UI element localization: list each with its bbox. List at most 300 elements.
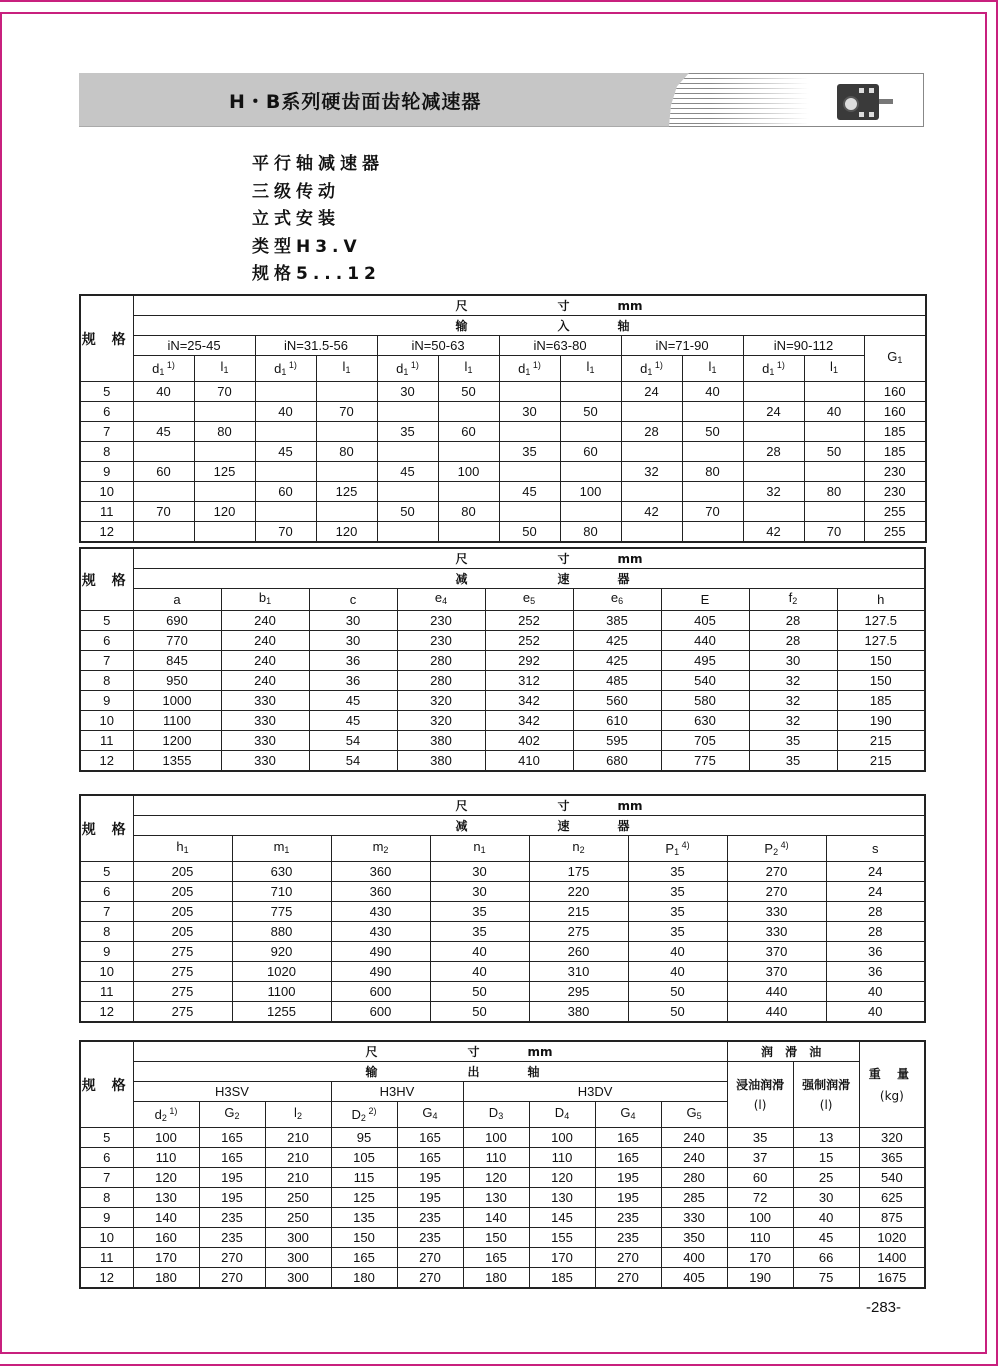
value-cell: 425 xyxy=(573,631,661,651)
size-cell: 10 xyxy=(80,482,133,502)
value-cell: 35 xyxy=(499,442,560,462)
column-header-g2: $G_2$ xyxy=(199,1102,265,1128)
value-cell: 24 xyxy=(743,402,804,422)
group-h3hv: H3HV xyxy=(331,1082,463,1102)
value-cell: 32 xyxy=(743,482,804,502)
value-cell: 32 xyxy=(749,691,837,711)
value-cell: 40 xyxy=(826,982,925,1002)
value-cell xyxy=(804,502,864,522)
value-cell: 775 xyxy=(232,902,331,922)
value-cell xyxy=(316,422,377,442)
table-row xyxy=(80,402,926,422)
value-cell xyxy=(316,382,377,402)
value-cell: 30 xyxy=(749,651,837,671)
value-cell: 35 xyxy=(628,862,727,882)
value-cell xyxy=(682,402,743,422)
value-cell xyxy=(438,402,499,422)
value-cell: 125 xyxy=(331,1188,397,1208)
table-row xyxy=(80,522,926,543)
column-header-m2: $m_2$ xyxy=(331,836,430,862)
weight-cell: 365 xyxy=(859,1148,925,1168)
table-row xyxy=(80,1188,925,1208)
spec-header: 规 格 xyxy=(80,295,133,382)
value-cell: 220 xyxy=(529,882,628,902)
value-cell: 240 xyxy=(661,1128,727,1148)
value-cell: 350 xyxy=(661,1228,727,1248)
value-cell: 32 xyxy=(749,711,837,731)
value-cell: 1100 xyxy=(232,982,331,1002)
value-cell: 28 xyxy=(826,922,925,942)
value-cell: 330 xyxy=(727,922,826,942)
value-cell: 35 xyxy=(749,751,837,772)
value-cell: 440 xyxy=(727,982,826,1002)
forced-lube-cell: 45 xyxy=(793,1228,859,1248)
value-cell xyxy=(743,382,804,402)
value-cell: 80 xyxy=(560,522,621,543)
value-cell: 250 xyxy=(265,1208,331,1228)
value-cell: 230 xyxy=(397,611,485,631)
column-header-l1: $l_1$ xyxy=(194,356,255,382)
value-cell: 610 xyxy=(573,711,661,731)
value-cell xyxy=(499,502,560,522)
value-cell: 150 xyxy=(463,1228,529,1248)
subtitle-line: 立式安装 xyxy=(252,209,340,229)
value-cell: 775 xyxy=(661,751,749,772)
value-cell: 595 xyxy=(573,731,661,751)
value-cell: 80 xyxy=(316,442,377,462)
table-row xyxy=(80,631,925,651)
table-row xyxy=(80,902,925,922)
value-cell xyxy=(377,522,438,543)
value-cell: 235 xyxy=(595,1208,661,1228)
table-row xyxy=(80,1128,925,1148)
value-cell: 400 xyxy=(661,1248,727,1268)
value-cell: 54 xyxy=(309,731,397,751)
dip-lube-cell: 170 xyxy=(727,1248,793,1268)
input-shaft-header: 输 入 轴 xyxy=(133,316,926,336)
size-cell: 12 xyxy=(80,1268,133,1289)
size-cell: 5 xyxy=(80,862,133,882)
value-cell: 1255 xyxy=(232,1002,331,1023)
value-cell: 45 xyxy=(255,442,316,462)
value-cell: 195 xyxy=(595,1188,661,1208)
size-cell: 9 xyxy=(80,942,133,962)
value-cell: 205 xyxy=(133,922,232,942)
table-row xyxy=(80,651,925,671)
value-cell: 125 xyxy=(194,462,255,482)
size-cell: 9 xyxy=(80,691,133,711)
value-cell: 30 xyxy=(430,882,529,902)
value-cell: 240 xyxy=(221,611,309,631)
value-cell: 36 xyxy=(826,962,925,982)
group-h3sv: H3SV xyxy=(133,1082,331,1102)
value-cell xyxy=(194,442,255,462)
size-cell: 5 xyxy=(80,382,133,402)
value-cell: 705 xyxy=(661,731,749,751)
value-cell xyxy=(621,522,682,543)
value-cell xyxy=(621,402,682,422)
value-cell xyxy=(499,382,560,402)
value-cell: 70 xyxy=(804,522,864,543)
value-cell: 60 xyxy=(560,442,621,462)
value-cell: 120 xyxy=(194,502,255,522)
value-cell xyxy=(255,382,316,402)
table-row xyxy=(80,1228,925,1248)
value-cell: 195 xyxy=(595,1168,661,1188)
value-cell xyxy=(194,482,255,502)
value-cell: 45 xyxy=(133,422,194,442)
size-cell: 5 xyxy=(80,611,133,631)
table-row xyxy=(80,882,925,902)
dimension-header: 尺 寸 mm xyxy=(133,548,925,569)
value-cell: 180 xyxy=(463,1268,529,1289)
value-cell xyxy=(560,502,621,522)
column-header-g5: $G_5$ xyxy=(661,1102,727,1128)
banner-image-panel xyxy=(669,73,924,127)
g1-cell: 230 xyxy=(864,482,926,502)
value-cell: 260 xyxy=(529,942,628,962)
value-cell: 105 xyxy=(331,1148,397,1168)
value-cell: 30 xyxy=(309,611,397,631)
size-cell: 6 xyxy=(80,402,133,422)
value-cell xyxy=(621,442,682,462)
size-cell: 8 xyxy=(80,922,133,942)
size-cell: 6 xyxy=(80,882,133,902)
value-cell: 300 xyxy=(265,1248,331,1268)
value-cell: 1355 xyxy=(133,751,221,772)
column-header-l1: $l_1$ xyxy=(560,356,621,382)
column-header-d4: $D_4$ xyxy=(529,1102,595,1128)
value-cell: 405 xyxy=(661,1268,727,1289)
value-cell xyxy=(682,482,743,502)
table-row xyxy=(80,922,925,942)
dip-lube-cell: 35 xyxy=(727,1128,793,1148)
value-cell: 270 xyxy=(595,1268,661,1289)
size-cell: 8 xyxy=(80,671,133,691)
value-cell: 28 xyxy=(749,631,837,651)
value-cell: 130 xyxy=(133,1188,199,1208)
value-cell: 252 xyxy=(485,631,573,651)
value-cell: 130 xyxy=(529,1188,595,1208)
value-cell: 240 xyxy=(661,1148,727,1168)
value-cell: 127.5 xyxy=(837,631,925,651)
value-cell: 28 xyxy=(826,902,925,922)
column-header-l1: $l_1$ xyxy=(438,356,499,382)
value-cell: 35 xyxy=(628,902,727,922)
value-cell: 205 xyxy=(133,882,232,902)
value-cell: 330 xyxy=(221,731,309,751)
size-cell: 10 xyxy=(80,962,133,982)
table-row xyxy=(80,1002,925,1023)
g1-cell: 160 xyxy=(864,402,926,422)
value-cell: 275 xyxy=(133,962,232,982)
weight-cell: 875 xyxy=(859,1208,925,1228)
value-cell: 440 xyxy=(661,631,749,651)
size-cell: 6 xyxy=(80,1148,133,1168)
table-row xyxy=(80,691,925,711)
value-cell: 425 xyxy=(573,651,661,671)
size-cell: 11 xyxy=(80,1248,133,1268)
value-cell: 380 xyxy=(397,751,485,772)
g1-cell: 255 xyxy=(864,502,926,522)
value-cell: 275 xyxy=(133,942,232,962)
table-row xyxy=(80,1248,925,1268)
value-cell xyxy=(499,462,560,482)
ratio-group-header: iN=63-80 xyxy=(499,336,621,356)
column-header-b1: $b_1$ xyxy=(221,589,309,611)
value-cell: 215 xyxy=(837,731,925,751)
value-cell: 600 xyxy=(331,982,430,1002)
value-cell xyxy=(804,462,864,482)
column-header-d1: $d_1$ $^{1)}$ xyxy=(377,356,438,382)
value-cell: 28 xyxy=(621,422,682,442)
value-cell: 50 xyxy=(804,442,864,462)
value-cell: 880 xyxy=(232,922,331,942)
size-cell: 7 xyxy=(80,422,133,442)
weight-cell: 1400 xyxy=(859,1248,925,1268)
value-cell: 40 xyxy=(804,402,864,422)
dip-lube-cell: 60 xyxy=(727,1168,793,1188)
column-header-e5: $e_5$ xyxy=(485,589,573,611)
table-row xyxy=(80,502,926,522)
value-cell: 120 xyxy=(529,1168,595,1188)
value-cell: 120 xyxy=(316,522,377,543)
value-cell: 270 xyxy=(727,862,826,882)
value-cell: 110 xyxy=(133,1148,199,1168)
value-cell: 690 xyxy=(133,611,221,631)
value-cell: 330 xyxy=(221,751,309,772)
value-cell: 310 xyxy=(529,962,628,982)
reducer-header: 减 速 器 xyxy=(133,816,925,836)
value-cell: 210 xyxy=(265,1128,331,1148)
column-header-s: s xyxy=(826,836,925,862)
value-cell: 40 xyxy=(133,382,194,402)
column-header-e4: $e_4$ xyxy=(397,589,485,611)
value-cell: 45 xyxy=(309,691,397,711)
value-cell: 275 xyxy=(529,922,628,942)
value-cell: 270 xyxy=(397,1268,463,1289)
value-cell: 120 xyxy=(463,1168,529,1188)
value-cell: 155 xyxy=(529,1228,595,1248)
value-cell: 100 xyxy=(463,1128,529,1148)
value-cell: 70 xyxy=(682,502,743,522)
value-cell: 300 xyxy=(265,1268,331,1289)
value-cell: 165 xyxy=(397,1128,463,1148)
subtitle-line: 规格5...12 xyxy=(252,264,381,284)
value-cell: 630 xyxy=(232,862,331,882)
value-cell: 40 xyxy=(826,1002,925,1023)
value-cell: 28 xyxy=(749,611,837,631)
weight-cell: 1020 xyxy=(859,1228,925,1248)
forced-lube-cell: 66 xyxy=(793,1248,859,1268)
value-cell: 35 xyxy=(628,922,727,942)
value-cell: 235 xyxy=(595,1228,661,1248)
value-cell: 380 xyxy=(529,1002,628,1023)
value-cell xyxy=(560,382,621,402)
value-cell: 45 xyxy=(377,462,438,482)
value-cell: 360 xyxy=(331,882,430,902)
value-cell: 54 xyxy=(309,751,397,772)
product-description xyxy=(252,151,384,289)
value-cell: 35 xyxy=(430,902,529,922)
value-cell: 30 xyxy=(499,402,560,422)
value-cell: 180 xyxy=(133,1268,199,1289)
value-cell: 195 xyxy=(397,1168,463,1188)
value-cell: 100 xyxy=(438,462,499,482)
table-row xyxy=(80,462,926,482)
value-cell: 35 xyxy=(749,731,837,751)
value-cell: 45 xyxy=(309,711,397,731)
table-row xyxy=(80,1148,925,1168)
value-cell: 60 xyxy=(438,422,499,442)
value-cell: 385 xyxy=(573,611,661,631)
column-header-n1: $n_1$ xyxy=(430,836,529,862)
dip-lube-header: 浸油润滑 (l) xyxy=(727,1062,793,1128)
value-cell: 150 xyxy=(331,1228,397,1248)
value-cell: 275 xyxy=(133,1002,232,1023)
value-cell: 280 xyxy=(661,1168,727,1188)
size-cell: 7 xyxy=(80,1168,133,1188)
value-cell xyxy=(743,502,804,522)
value-cell: 120 xyxy=(133,1168,199,1188)
header-banner xyxy=(79,73,924,126)
value-cell: 205 xyxy=(133,862,232,882)
column-header-d1: $d_1$ $^{1)}$ xyxy=(499,356,560,382)
size-cell: 9 xyxy=(80,1208,133,1228)
value-cell: 140 xyxy=(463,1208,529,1228)
value-cell: 40 xyxy=(628,962,727,982)
table-row xyxy=(80,1268,925,1289)
table-row xyxy=(80,442,926,462)
value-cell: 1020 xyxy=(232,962,331,982)
ratio-group-header: iN=71-90 xyxy=(621,336,743,356)
table-row xyxy=(80,942,925,962)
table-row xyxy=(80,1168,925,1188)
value-cell xyxy=(682,442,743,462)
value-cell: 360 xyxy=(331,862,430,882)
value-cell: 50 xyxy=(438,382,499,402)
value-cell: 342 xyxy=(485,691,573,711)
value-cell: 160 xyxy=(133,1228,199,1248)
column-header-d3: $D_3$ xyxy=(463,1102,529,1128)
value-cell: 235 xyxy=(397,1228,463,1248)
value-cell: 230 xyxy=(397,631,485,651)
table-row xyxy=(80,731,925,751)
size-cell: 9 xyxy=(80,462,133,482)
table-row xyxy=(80,611,925,631)
value-cell: 24 xyxy=(826,862,925,882)
input-shaft-table xyxy=(79,294,927,543)
column-header-c: c xyxy=(309,589,397,611)
table-row xyxy=(80,1208,925,1228)
value-cell: 60 xyxy=(255,482,316,502)
size-cell: 11 xyxy=(80,502,133,522)
dip-lube-cell: 190 xyxy=(727,1268,793,1289)
output-shaft-header: 输 出 轴 xyxy=(133,1062,727,1082)
value-cell: 80 xyxy=(194,422,255,442)
value-cell: 195 xyxy=(397,1188,463,1208)
value-cell: 540 xyxy=(661,671,749,691)
value-cell: 950 xyxy=(133,671,221,691)
value-cell: 210 xyxy=(265,1168,331,1188)
table-row xyxy=(80,671,925,691)
lube-oil-header: 润 滑 油 xyxy=(727,1041,859,1062)
value-cell: 40 xyxy=(430,962,529,982)
value-cell xyxy=(743,462,804,482)
value-cell: 80 xyxy=(804,482,864,502)
value-cell: 370 xyxy=(727,942,826,962)
value-cell: 50 xyxy=(430,1002,529,1023)
forced-lube-cell: 15 xyxy=(793,1148,859,1168)
subtitle-line: 平行轴减速器 xyxy=(252,154,384,174)
value-cell: 165 xyxy=(199,1128,265,1148)
weight-cell: 625 xyxy=(859,1188,925,1208)
size-cell: 11 xyxy=(80,982,133,1002)
table-row xyxy=(80,382,926,402)
value-cell: 40 xyxy=(628,942,727,962)
value-cell: 330 xyxy=(221,691,309,711)
dimension-header: 尺 寸 mm xyxy=(133,295,926,316)
value-cell: 920 xyxy=(232,942,331,962)
value-cell xyxy=(133,522,194,543)
value-cell xyxy=(255,422,316,442)
reducer-header: 减 速 器 xyxy=(133,569,925,589)
value-cell: 402 xyxy=(485,731,573,751)
value-cell: 50 xyxy=(628,1002,727,1023)
table-row xyxy=(80,482,926,502)
dip-lube-cell: 37 xyxy=(727,1148,793,1168)
value-cell: 110 xyxy=(463,1148,529,1168)
value-cell: 50 xyxy=(682,422,743,442)
column-header-m1: $m_1$ xyxy=(232,836,331,862)
value-cell xyxy=(682,522,743,543)
value-cell: 40 xyxy=(682,382,743,402)
value-cell: 342 xyxy=(485,711,573,731)
value-cell: 42 xyxy=(621,502,682,522)
value-cell xyxy=(316,502,377,522)
size-cell: 10 xyxy=(80,1228,133,1248)
value-cell: 180 xyxy=(331,1268,397,1289)
value-cell xyxy=(255,502,316,522)
size-cell: 12 xyxy=(80,751,133,772)
size-cell: 11 xyxy=(80,731,133,751)
value-cell: 330 xyxy=(661,1208,727,1228)
dip-lube-cell: 100 xyxy=(727,1208,793,1228)
value-cell: 80 xyxy=(438,502,499,522)
value-cell: 630 xyxy=(661,711,749,731)
value-cell: 130 xyxy=(463,1188,529,1208)
value-cell: 95 xyxy=(331,1128,397,1148)
column-header-h: h xyxy=(837,589,925,611)
column-header-g4: $G_4$ xyxy=(595,1102,661,1128)
value-cell: 165 xyxy=(595,1128,661,1148)
value-cell: 30 xyxy=(309,631,397,651)
value-cell: 330 xyxy=(221,711,309,731)
subtitle-line: 三级传动 xyxy=(252,181,340,202)
value-cell: 235 xyxy=(199,1228,265,1248)
value-cell: 127.5 xyxy=(837,611,925,631)
value-cell: 24 xyxy=(826,882,925,902)
banner-title: H・B系列硬齿面齿轮减速器 xyxy=(229,91,482,113)
value-cell: 165 xyxy=(199,1148,265,1168)
value-cell: 292 xyxy=(485,651,573,671)
weight-cell: 320 xyxy=(859,1128,925,1148)
value-cell: 252 xyxy=(485,611,573,631)
column-header-n2: $n_2$ xyxy=(529,836,628,862)
value-cell xyxy=(804,382,864,402)
forced-lube-cell: 75 xyxy=(793,1268,859,1289)
value-cell: 36 xyxy=(309,671,397,691)
